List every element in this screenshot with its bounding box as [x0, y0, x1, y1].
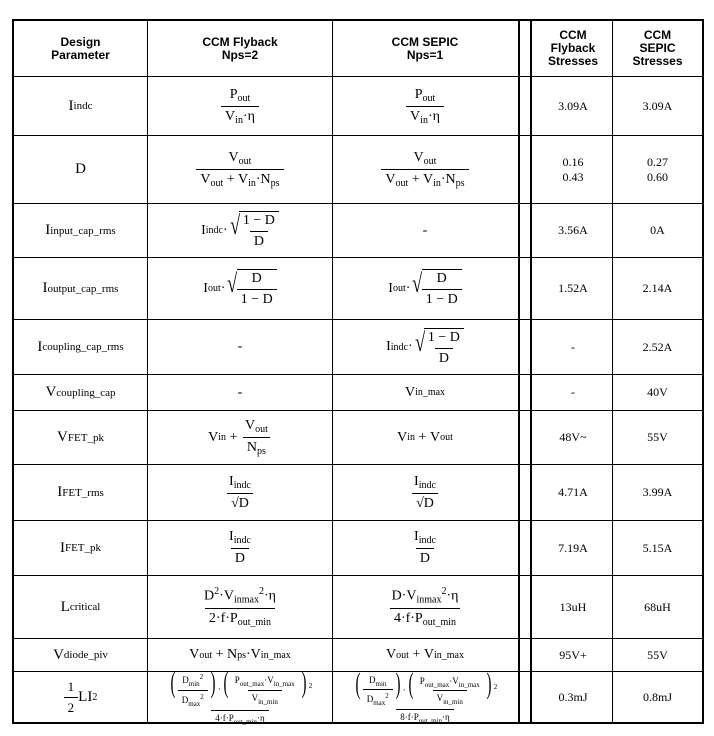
param-vcoup-cap: V coupling_cap	[45, 384, 116, 400]
sepic-formula: ( $\frac{D_{min}}{D_{max}^2}$ ) ·( $\frac{P_{out\_max}\cdot V_{in\_max}}{V_{in\_min}}$ ) $^2$ $8\cdot f\cdot P_{out\_min}\cdot\eta$	[355, 666, 498, 726]
sepic-stress: 55V	[647, 647, 668, 662]
header-sepic: CCM SEPIC Nps=1	[391, 34, 459, 62]
header-row	[14, 21, 702, 76]
param-iindc: I indc	[68, 97, 93, 114]
flyback-stress: -	[571, 385, 575, 399]
sepic-formula: $\frac{P_{out}}{V_{in}\cdot\eta}$	[333, 77, 517, 135]
table-row	[14, 464, 702, 520]
table-row	[14, 257, 702, 319]
sepic-formula: V in + V out	[397, 429, 453, 445]
flyback-formula: ( $\frac{D_{min}^2}{D_{max}^2}$ ) ·( $\frac{P_{out\_max}\cdot V_{in\_max}}{V_{in\_min}}$ ) $^2$ $4\cdot f\cdot P_{out\_min}\cdot\eta$	[170, 666, 313, 726]
sepic-stress: 3.99A	[642, 485, 673, 499]
param-icoup-cap: I coupling_cap_rms	[37, 338, 124, 355]
sepic-formula: I indc · √ $\frac{1 - D}{D}$	[333, 320, 517, 374]
param-d: D	[75, 161, 86, 177]
flyback-formula: $\frac{I_{indc}}{D}$	[229, 529, 251, 566]
sepic-formula: V out + V in_max	[386, 647, 464, 662]
flyback-stress: 0.3mJ	[558, 689, 588, 704]
flyback-formula: -	[237, 339, 243, 354]
header-flyback-stress: CCM Flyback Stresses	[547, 28, 599, 68]
param-iin-cap: I input_cap_rms	[45, 222, 116, 238]
flyback-formula: -	[237, 384, 243, 400]
param-lcrit: L critical	[60, 598, 101, 615]
flyback-formula: $\frac{P_{out}}{V_{in}\cdot\eta}$	[148, 77, 332, 135]
table-row	[14, 319, 702, 374]
sepic-stress: 40V	[647, 385, 668, 399]
flyback-stress: -	[571, 339, 575, 354]
param-ifet-rms: I FET_rms	[57, 484, 104, 500]
flyback-stress: 95V+	[559, 647, 587, 662]
flyback-stress: 3.56A	[558, 223, 588, 237]
table-row	[14, 374, 702, 410]
flyback-formula: V out + N ps ·V in_max	[189, 647, 291, 662]
flyback-stress: 7.19A	[558, 540, 588, 555]
sepic-formula: $\frac{I_{indc}}{D}$	[414, 529, 436, 566]
table-row	[14, 135, 702, 203]
param-vdiode: V diode_piv	[53, 646, 108, 663]
flyback-formula: V in + $\frac{V_{out}}{N_{ps}}$	[148, 411, 332, 464]
sepic-formula: $\frac{D\cdot V_{inmax}^2\cdot\eta}{4\cdot f\cdot P_{out\_min}}$	[391, 586, 459, 628]
flyback-stress: 4.71A	[558, 485, 588, 499]
flyback-stress: 0.16 0.43	[562, 154, 584, 184]
table-row	[14, 520, 702, 575]
flyback-formula: $\frac{I_{indc}}{√D}$	[229, 473, 251, 511]
sepic-stress: 2.14A	[642, 281, 673, 295]
sepic-formula: -	[422, 222, 428, 238]
sepic-stress: 0A	[650, 223, 665, 237]
sepic-stress: 3.09A	[642, 98, 673, 113]
sepic-formula: $\frac{I_{indc}}{√D}$	[414, 473, 436, 511]
sepic-formula: $\frac{V_{out}}{V_{out} + V_{in}\cdot N_{ps}}$	[333, 136, 517, 203]
sepic-stress: 0.27 0.60	[647, 154, 668, 184]
sepic-formula: I out · √ $\frac{D}{1 - D}$	[333, 258, 517, 319]
table-row	[14, 410, 702, 464]
table-row	[14, 666, 702, 726]
flyback-formula: I indc · √ $\frac{1 - D}{D}$	[148, 204, 332, 257]
flyback-stress: 1.52A	[558, 281, 588, 295]
sepic-stress: 55V	[647, 430, 668, 444]
header-flyback: CCM Flyback Nps=2	[202, 34, 278, 62]
flyback-stress: 48V~	[559, 430, 587, 444]
param-energy: $\frac{1}{2}$ LI 2	[14, 672, 147, 722]
header-param: Design Parameter	[51, 34, 110, 62]
flyback-stress: 3.09A	[558, 98, 588, 113]
sepic-stress: 68uH	[644, 599, 671, 614]
design-table	[12, 19, 704, 724]
table-row	[14, 76, 702, 135]
sepic-stress: 0.8mJ	[642, 689, 672, 704]
param-vfet-pk: V FET_pk	[57, 429, 104, 445]
sepic-formula: V in_max	[404, 384, 446, 400]
param-iout-cap: I output_cap_rms	[42, 280, 119, 296]
sepic-stress: 5.15A	[642, 540, 673, 555]
header-sepic-stress: CCM SEPIC Stresses	[632, 28, 683, 68]
flyback-formula: I out · √ $\frac{D}{1 - D}$	[148, 258, 332, 319]
flyback-formula: $\frac{V_{out}}{V_{out} + V_{in}\cdot N_{ps}}$	[148, 136, 332, 203]
table-row	[14, 203, 702, 257]
sepic-stress: 2.52A	[642, 339, 673, 354]
flyback-formula: $\frac{D^2\cdot V_{inmax}^2\cdot\eta}{2\cdot f\cdot P_{out\_min}}$	[204, 586, 276, 628]
param-ifet-pk: I FET_pk	[59, 539, 102, 556]
table-row	[14, 575, 702, 638]
flyback-stress: 13uH	[559, 599, 587, 614]
